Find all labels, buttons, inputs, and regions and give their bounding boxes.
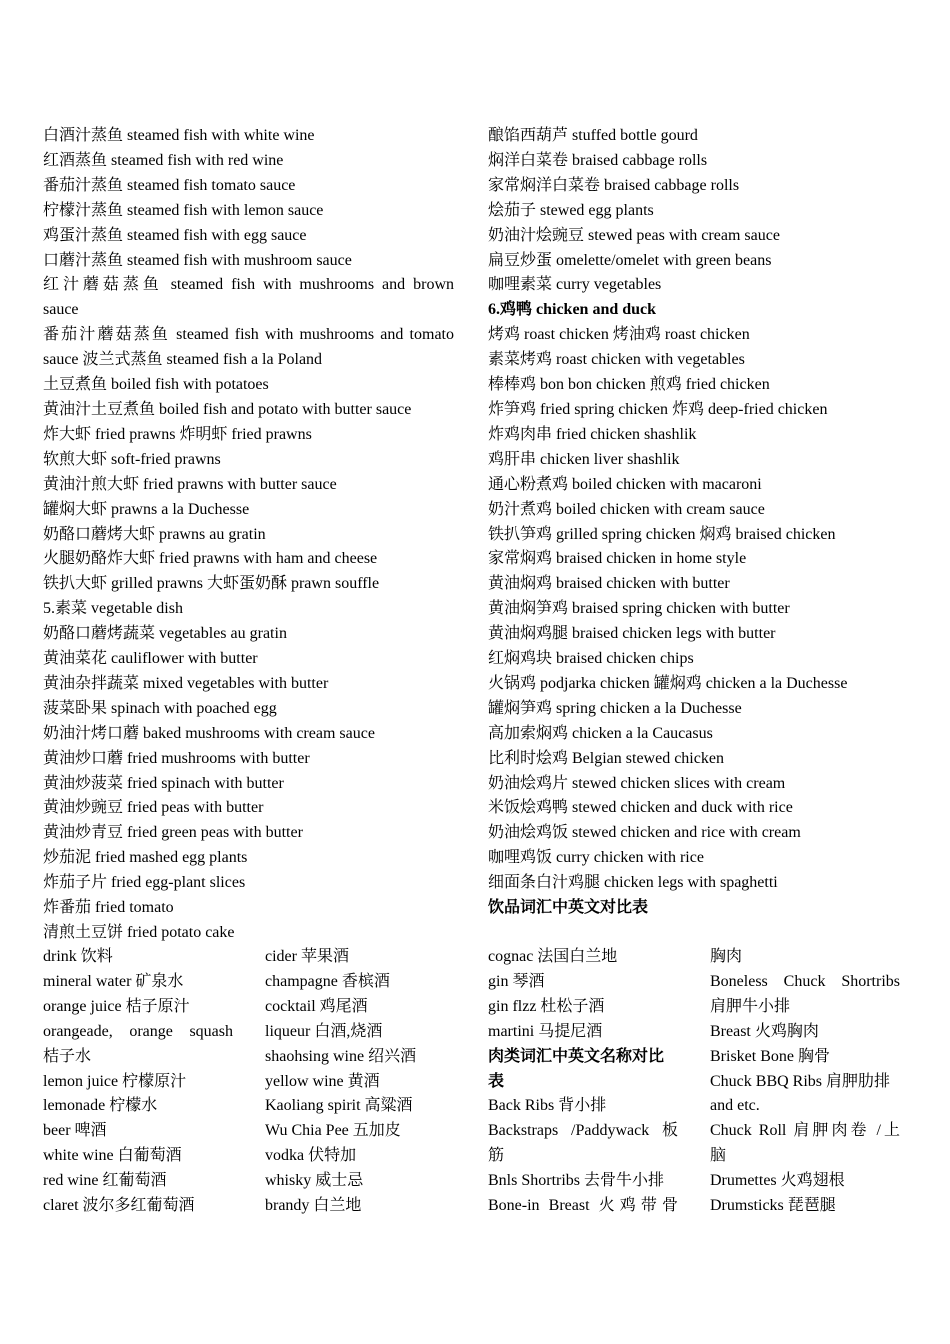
text-line: gin flzz 杜松子酒 (488, 997, 605, 1015)
text-line: 炸番茄 fried tomato (43, 899, 174, 917)
text-line: 番茄汁蒸鱼 steamed fish tomato sauce (43, 176, 296, 194)
text-line: 炒茄泥 fried mashed egg plants (43, 849, 248, 867)
text-line: 黄油炒口蘑 fried mushrooms with butter (43, 749, 310, 767)
text-line: 炸大虾 fried prawns 炸明虾 fried prawns (43, 425, 312, 443)
text-line: 烩茄子 stewed egg plants (488, 201, 654, 219)
text-line: lemon juice 柠檬原汁 (43, 1072, 187, 1090)
text-line: Boneless Chuck Shortribs (710, 972, 900, 990)
text-line: 黄油炒菠菜 fried spinach with butter (43, 774, 284, 792)
text-line: 铁扒大虾 grilled prawns 大虾蛋奶酥 prawn souffle (43, 575, 380, 593)
drinks-column-2 (265, 945, 455, 1219)
text-line: 红焖鸡块 braised chicken chips (488, 650, 694, 668)
text-line: Back Ribs 背小排 (488, 1097, 607, 1115)
text-line: 表 (488, 1072, 505, 1090)
text-line: 肉类词汇中英文名称对比 (488, 1047, 665, 1065)
text-line: Brisket Bone 胸骨 (710, 1047, 830, 1065)
text-line: 桔子水 (43, 1047, 92, 1065)
text-line: 奶油汁烤口蘑 baked mushrooms with cream sauce (43, 724, 375, 742)
text-line: vodka 伏特加 (265, 1147, 357, 1165)
text-line: 咖哩鸡饭 curry chicken with rice (488, 849, 704, 867)
text-line: 细面条白汁鸡腿 chicken legs with spaghetti (488, 874, 778, 892)
text-line: 奶油烩鸡饭 stewed chicken and rice with cream (488, 824, 801, 842)
text-line: Drumsticks 琵琶腿 (710, 1197, 836, 1215)
text-line: 6.鸡鸭 chicken and duck (488, 301, 657, 319)
text-line: Bone-in Breast 火鸡带骨 (488, 1197, 678, 1215)
text-line: 火腿奶酪炸大虾 fried prawns with ham and cheese (43, 550, 378, 568)
text-line: 奶油汁烩豌豆 stewed peas with cream sauce (488, 226, 780, 244)
text-line: 高加索焖鸡 chicken a la Caucasus (488, 724, 713, 742)
text-line: orange juice 桔子原汁 (43, 997, 190, 1015)
text-line: 炸笋鸡 fried spring chicken 炸鸡 deep-fried chicken (488, 400, 828, 418)
drinks-column-1 (43, 945, 233, 1219)
text-line: 黄油焖笋鸡 braised spring chicken with butter (488, 600, 790, 618)
drinks-meat-column-3 (488, 945, 678, 1219)
text-line: liqueur 白酒,烧酒 (265, 1022, 383, 1040)
text-line: 清煎土豆饼 fried potato cake (43, 924, 235, 941)
text-line: 饮品词汇中英文对比表 (488, 899, 649, 917)
meat-column-4 (710, 945, 900, 1219)
text-line: 土豆煮鱼 boiled fish with potatoes (43, 376, 269, 394)
text-line: 罐焖笋鸡 spring chicken a la Duchesse (488, 699, 742, 717)
text-line: Breast 火鸡胸肉 (710, 1022, 819, 1040)
text-line: 火锅鸡 podjarka chicken 罐焖鸡 chicken a la Duchesse (488, 674, 848, 692)
text-line: drink 饮料 (43, 948, 113, 965)
text-line: red wine 红葡萄酒 (43, 1172, 167, 1190)
text-line: lemonade 柠檬水 (43, 1097, 158, 1115)
text-line: 黄油菜花 cauliflower with butter (43, 650, 258, 668)
text-line: 奶酪口蘑烤蔬菜 vegetables au gratin (43, 625, 287, 643)
text-line: 黄油焖鸡腿 braised chicken legs with butter (488, 625, 776, 643)
text-line: orangeade, orange squash (43, 1022, 233, 1040)
text-line: 5.素菜 vegetable dish (43, 600, 183, 618)
text-line: 口蘑汁蒸鱼 steamed fish with mushroom sauce (43, 251, 352, 269)
text-line: 鸡蛋汁蒸鱼 steamed fish with egg sauce (43, 226, 307, 244)
text-line: martini 马提尼酒 (488, 1022, 603, 1040)
text-line: Chuck BBQ Ribs 肩胛肋排 (710, 1072, 891, 1090)
text-line: sauce 波兰式蒸鱼 steamed fish a la Poland (43, 351, 323, 369)
text-line: 棒棒鸡 bon bon chicken 煎鸡 fried chicken (488, 376, 770, 394)
text-line: yellow wine 黄酒 (265, 1072, 380, 1090)
right-column (488, 124, 900, 921)
text-line: beer 啤酒 (43, 1122, 107, 1140)
text-line: brandy 白兰地 (265, 1197, 362, 1215)
text-line: 黄油汁煎大虾 fried prawns with butter sauce (43, 475, 337, 493)
text-line: 白酒汁蒸鱼 steamed fish with white wine (43, 127, 315, 144)
text-line: cider 苹果酒 (265, 948, 349, 965)
text-line: 米饭烩鸡鸭 stewed chicken and duck with rice (488, 799, 793, 817)
text-line: 肩胛牛小排 (710, 997, 791, 1015)
text-line: sauce (43, 301, 79, 319)
text-line: 铁扒笋鸡 grilled spring chicken 焖鸡 braised chicken (488, 525, 836, 543)
text-line: 酿馅西葫芦 stuffed bottle gourd (488, 127, 698, 144)
text-line: 番茄汁蘑菇蒸鱼 steamed fish with mushrooms and tomato (43, 326, 454, 344)
text-line: 烤鸡 roast chicken 烤油鸡 roast chicken (488, 326, 750, 344)
text-line: 黄油杂拌蔬菜 mixed vegetables with butter (43, 674, 329, 692)
text-line: mineral water 矿泉水 (43, 972, 184, 990)
text-line: Kaoliang spirit 高粱酒 (265, 1097, 413, 1115)
text-line: 家常焖洋白菜卷 braised cabbage rolls (488, 176, 740, 194)
text-line: Backstraps /Paddywack 板 (488, 1122, 678, 1140)
text-line: 通心粉煮鸡 boiled chicken with macaroni (488, 475, 762, 493)
text-line: 红酒蒸鱼 steamed fish with red wine (43, 151, 284, 169)
text-line: 炸茄子片 fried egg-plant slices (43, 874, 246, 892)
text-line: 奶汁煮鸡 boiled chicken with cream sauce (488, 500, 765, 518)
text-line: 奶油烩鸡片 stewed chicken slices with cream (488, 774, 786, 792)
text-line: 黄油炒豌豆 fried peas with butter (43, 799, 264, 817)
text-line: cognac 法国白兰地 (488, 948, 618, 965)
text-line: 黄油焖鸡 braised chicken with butter (488, 575, 730, 593)
text-line: 奶酪口蘑烤大虾 prawns au gratin (43, 525, 266, 543)
text-line: 黄油炒青豆 fried green peas with butter (43, 824, 303, 842)
text-line: shaohsing wine 绍兴酒 (265, 1047, 417, 1065)
text-line: 扁豆炒蛋 omelette/omelet with green beans (488, 251, 772, 269)
text-line: and etc. (710, 1097, 760, 1115)
text-line: 柠檬汁蒸鱼 steamed fish with lemon sauce (43, 201, 324, 219)
text-line: 鸡肝串 chicken liver shashlik (488, 450, 680, 468)
text-line: 咖哩素菜 curry vegetables (488, 276, 662, 294)
text-line: 素菜烤鸡 roast chicken with vegetables (488, 351, 745, 369)
text-line: 胸肉 (710, 948, 743, 965)
text-line: 焖洋白菜卷 braised cabbage rolls (488, 151, 708, 169)
text-line: Chuck Roll 肩胛肉卷 /上 (710, 1122, 900, 1140)
text-line: 黄油汁土豆煮鱼 boiled fish and potato with butter sauce (43, 400, 412, 418)
text-line: 红汁蘑菇蒸鱼 steamed fish with mushrooms and brown (43, 276, 454, 294)
text-line: gin 琴酒 (488, 972, 545, 990)
text-line: 软煎大虾 soft-fried prawns (43, 450, 221, 468)
text-line: 脑 (710, 1147, 727, 1165)
text-line: Drumettes 火鸡翅根 (710, 1172, 845, 1190)
left-column (43, 124, 454, 946)
text-line: 家常焖鸡 braised chicken in home style (488, 550, 747, 568)
text-line: Wu Chia Pee 五加皮 (265, 1122, 401, 1140)
text-line: 菠菜卧果 spinach with poached egg (43, 699, 277, 717)
text-line: 炸鸡肉串 fried chicken shashlik (488, 425, 697, 443)
text-line: champagne 香槟酒 (265, 972, 390, 990)
text-line: 比利时烩鸡 Belgian stewed chicken (488, 749, 724, 767)
text-line: whisky 威士忌 (265, 1172, 364, 1190)
text-line: claret 波尔多红葡萄酒 (43, 1197, 195, 1215)
text-line: cocktail 鸡尾酒 (265, 997, 368, 1015)
text-line: white wine 白葡萄酒 (43, 1147, 182, 1165)
text-line: 罐焖大虾 prawns a la Duchesse (43, 500, 250, 518)
text-line: 筋 (488, 1147, 505, 1165)
text-line: Bnls Shortribs 去骨牛小排 (488, 1172, 665, 1190)
